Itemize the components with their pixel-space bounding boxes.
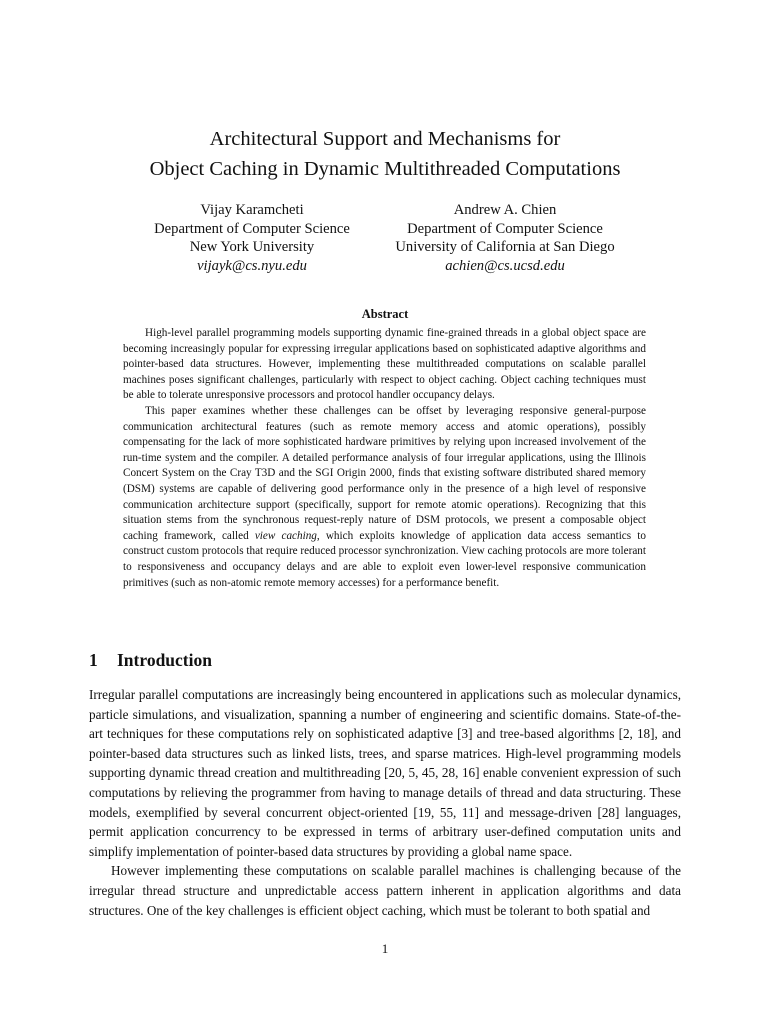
author-email: achien@cs.ucsd.edu (445, 257, 565, 274)
author-block-1 (127, 201, 377, 275)
abstract-p2-text-start: This paper examines whether these challenges can be offset by leveraging responsive general-purpose communication architectural features (such as remote memory access and atomic operations), possibly compensating for the lack of more sophisticated hardware primitives by relying upon increased involvement of the run-time system and the compiler. A detailed performance analysis of four irregular applications, using the Illinois Concert System on the Cray T3D and the SGI Origin 2000, finds that existing software distributed shared memory (DSM) systems are capable of delivering good performance only in the presence of a high level of responsive communication architecture support (specifically, support for remote atomic operations). Recognizing that this situation stems from the synchronous request-reply nature of DSM protocols, we present a composable object caching framework, called (123, 404, 646, 542)
paper-title (0, 124, 770, 184)
abstract-paragraph-2 (123, 404, 646, 591)
title-line-2: Object Caching in Dynamic Multithreaded Computations (149, 158, 621, 180)
abstract-emphasis-view-caching: view caching (254, 529, 317, 542)
body-paragraph-2: However implementing these computations on scalable parallel machines is challenging because of the irregular thread structure and unpredictable access pattern inherent in application algorithms and data structures. One of the key challenges is efficient object caching, which must be tolerant to both spatial and (89, 863, 681, 918)
author-name: Vijay Karamcheti (200, 202, 304, 218)
page-number: 1 (381, 941, 389, 956)
abstract-heading: Abstract (361, 307, 409, 321)
abstract-p2-text-end: , which exploits knowledge of application data access semantics to construct custom protocols that require reduced processor synchronization. View caching protocols are more tolerant to responsiveness and occupancy delays and are able to exploit even lower-level responsive communication primitives (such as non-atomic remote memory accesses) for a performance benefit. (123, 529, 646, 589)
abstract-body (123, 326, 646, 591)
title-line-1: Architectural Support and Mechanisms for (209, 128, 561, 150)
author-email: vijayk@cs.nyu.edu (197, 257, 307, 274)
introduction-body (89, 685, 681, 920)
section-number: 1 (89, 650, 98, 670)
abstract-paragraph-1: High-level parallel programming models supporting dynamic fine-grained threads in a global object space are becoming increasingly popular for expressing irregular applications based on sophisticated adaptive algorithms and pointer-based data structures. However, implementing these multithreaded computations on scalable parallel machines poses significant challenges, particularly with respect to object caching. Object caching techniques must be able to tolerate unresponsive processors and protocol handler occupancy delays. (123, 327, 646, 402)
author-department: Department of Computer Science (154, 220, 350, 237)
author-institution: University of California at San Diego (395, 239, 615, 256)
body-paragraph-1: Irregular parallel computations are increasingly being encountered in applications such as molecular dynamics, particle simulations, and visualization, spanning a number of engineering and scientific domains. State-of-the-art techniques for these computations rely on sophisticated adaptive [3] and tree-based algorithms [2, 18], and pointer-based data structures such as linked lists, trees, and sparse matrices. High-level programming models supporting dynamic thread creation and multithreading [20, 5, 45, 28, 16] enable convenient expression of such computations by relieving the programmer from having to manage details of thread and data structuring. These models, exemplified by several concurrent object-oriented [19, 55, 11] and message-driven [28] languages, permit application concurrency to be expressed in terms of arbitrary user-defined computation units and simplify implementation of pointer-based data structures by providing a global name space. (89, 687, 681, 859)
section-title: Introduction (117, 650, 212, 670)
section-heading-introduction (89, 648, 212, 672)
author-name: Andrew A. Chien (453, 202, 557, 218)
author-department: Department of Computer Science (407, 220, 603, 237)
author-institution: New York University (189, 239, 315, 256)
author-block-2 (376, 201, 634, 275)
